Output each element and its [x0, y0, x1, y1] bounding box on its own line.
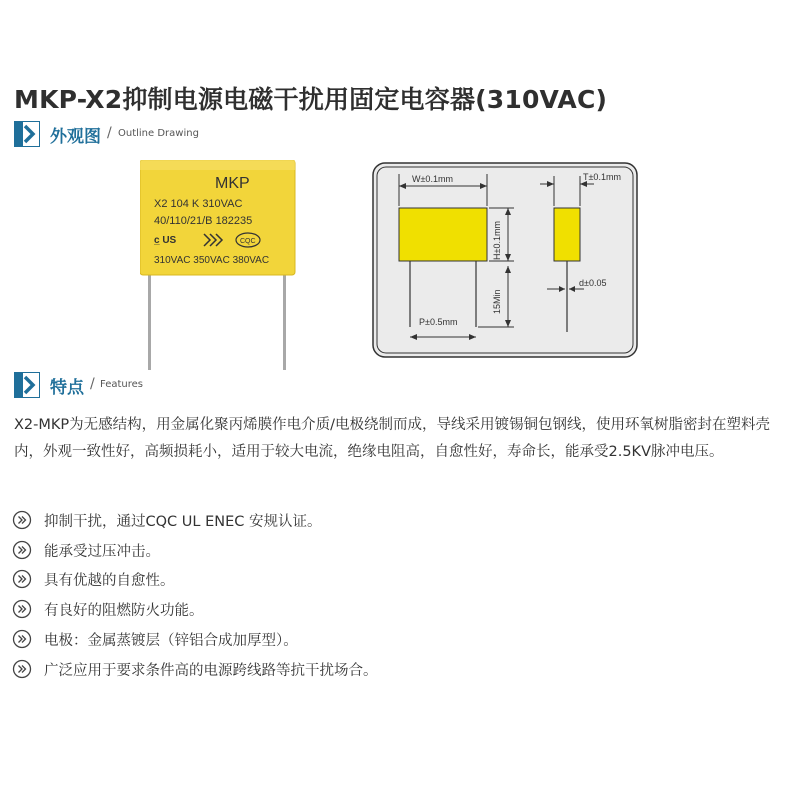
- feature-text: 广泛应用于要求条件高的电源跨线路等抗干扰场合。: [44, 662, 378, 679]
- circle-chevron-icon: [12, 629, 32, 649]
- list-item: [12, 567, 175, 591]
- list-item: [12, 627, 298, 651]
- side-view-body: [554, 208, 580, 261]
- circle-chevron-icon: [12, 599, 32, 619]
- cap-line2: 40/110/21/B 182235: [154, 215, 253, 227]
- section-slash: /: [107, 125, 112, 141]
- thickness-label: T±0.1mm: [583, 172, 621, 182]
- lead-wire-left: [148, 268, 151, 370]
- feature-text: 抑制干扰，通过CQC UL ENEC 安规认证。: [44, 513, 322, 530]
- chevron-right-icon: [14, 372, 40, 398]
- front-view-body: [399, 208, 487, 261]
- capacitor-image: [140, 160, 300, 370]
- feature-text: 能承受过压冲击。: [44, 543, 160, 560]
- feature-text: 电极：金属蒸镀层（锌铝合成加厚型）。: [44, 632, 298, 649]
- cap-line4: 310VAC 350VAC 380VAC: [154, 255, 270, 266]
- list-item: [12, 657, 378, 681]
- list-item: [12, 597, 204, 621]
- list-item: [12, 508, 321, 532]
- section-title-cn: 特点: [50, 378, 84, 398]
- description-paragraph: X2-MKP为无感结构，用金属化聚丙烯膜作电介质/电极绕制而成，导线采用镀锡铜包钢线，使用环氧树脂密封在塑料壳内，外观一致性好，高频损耗小，适用于较大电流，绝缘电阻高，自愈性好，寿命长，能承受2.5KV脉冲电压。: [14, 417, 771, 460]
- circle-chevron-icon: [12, 659, 32, 679]
- section-title-en: Features: [100, 379, 143, 390]
- cap-cert-marks: c̲ US: [154, 235, 177, 246]
- feature-text: 有良好的阻燃防火功能。: [44, 602, 204, 619]
- section-slash: /: [90, 376, 95, 392]
- cap-cqc: CQC: [240, 238, 256, 245]
- diameter-label: d±0.05: [579, 278, 607, 288]
- cap-brand: MKP: [215, 175, 250, 192]
- width-label: W±0.1mm: [412, 174, 453, 184]
- circle-chevron-icon: [12, 569, 32, 589]
- section-title-en: Outline Drawing: [118, 128, 199, 139]
- list-item: [12, 538, 160, 562]
- page-title: MKP-X2抑制电源电磁干扰用固定电容器(310VAC): [14, 85, 608, 114]
- dimension-drawing: [372, 162, 638, 358]
- circle-chevron-icon: [12, 510, 32, 530]
- cap-line1: X2 104 K 310VAC: [154, 198, 243, 210]
- chevron-right-icon: [14, 121, 40, 147]
- lead-wire-right: [283, 268, 286, 370]
- feature-text: 具有优越的自愈性。: [44, 572, 175, 589]
- section-title-cn: 外观图: [50, 127, 101, 147]
- lead-length-label: 15Min: [492, 289, 502, 314]
- circle-chevron-icon: [12, 540, 32, 560]
- height-label: H±0.1mm: [492, 221, 502, 260]
- pitch-label: P±0.5mm: [419, 317, 458, 327]
